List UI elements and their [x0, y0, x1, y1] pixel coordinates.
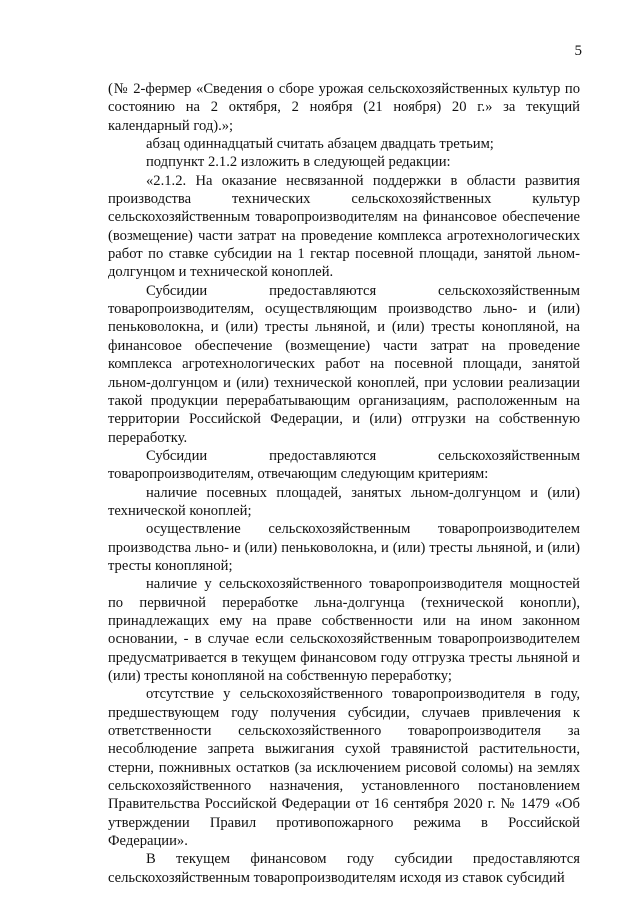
paragraph-form-reference: (№ 2-фермер «Сведения о сборе урожая сельскохозяйственных культур по состоянию на 2 октября, 2 ноября (21 ноября) 20 г.» за текущий календарный год).»;	[108, 81, 580, 134]
paragraph-criterion-production: осуществление сельскохозяйственным товаропроизводителем производства льно- и (или) пеньковолокна, и (или) тресты льняной, и (или) тресты конопляной;	[108, 521, 580, 574]
paragraph-clause-2-1-2: «2.1.2. На оказание несвязанной поддержки в области развития производства технических сельскохозяйственных культур сельскохозяйственным товаропроизводителям на финансовое обеспечение (возмещение) части затрат на проведение комплекса агротехнологических работ по ставке субсидии на 1 гектар посевной площади, занятой льном-долгунцом и технической коноплей.	[108, 172, 580, 281]
paragraph-criterion-processing-capacity: наличие у сельскохозяйственного товаропроизводителя мощностей по первичной переработке льна-долгунца (технической конопли), принадлежащих ему на праве собственности или на ином законном основании, - в случае если сельскохозяйственным товаропроизводителем предусматривается в текущем финансовом году отгрузка тресты льняной и (или) тресты конопляной на собственную переработку;	[108, 576, 580, 684]
paragraph-criteria-intro: Субсидии предоставляются сельскохозяйственным товаропроизводителям, отвечающим следующим критериям:	[108, 447, 580, 483]
paragraph-paragraph-renumbering: абзац одиннадцатый считать абзацем двадцать третьим;	[146, 136, 494, 153]
document-body	[108, 80, 580, 887]
paragraph-criterion-no-burning-violations: отсутствие у сельскохозяйственного товаропроизводителя в году, предшествующем году получения субсидии, случаев привлечения к ответственности сельскохозяйственного товаропроизводителя за несоблюдение запрета выжигания сухой травянистой растительности, стерни, пожнивных остатков (за исключением рисовой соломы) на землях сельскохозяйственного назначения, установленного постановлением Правительства Российской Федерации от 16 сентября 2020 г. № 1479 «Об утверждении Правил противопожарного режима в Российской Федерации».	[108, 686, 580, 850]
paragraph-subsidy-rates: В текущем финансовом году субсидии предоставляются сельскохозяйственным товаропроизводителям исходя из ставок субсидий	[108, 851, 580, 886]
paragraph-subclause-intro: подпункт 2.1.2 изложить в следующей редакции:	[146, 154, 451, 171]
paragraph-subsidy-recipients: Субсидии предоставляются сельскохозяйственным товаропроизводителям, осуществляющим производство льно- и (или) пеньковолокна, и (или) тресты льняной, и (или) тресты конопляной, на финансовое обеспечение (возмещение) части затрат на проведение комплекса агротехнологических работ на посевной площади, занятой льном-долгунцом и (или) технической коноплей, при условии реализации такой продукции перерабатывающим организациям, расположенным на территории Российской Федерации, и (или) отгрузки на собственную переработку.	[108, 282, 580, 446]
paragraph-criterion-sown-area: наличие посевных площадей, занятых льном-долгунцом и (или) технической коноплей;	[108, 484, 580, 519]
page-number: 5	[574, 43, 582, 59]
